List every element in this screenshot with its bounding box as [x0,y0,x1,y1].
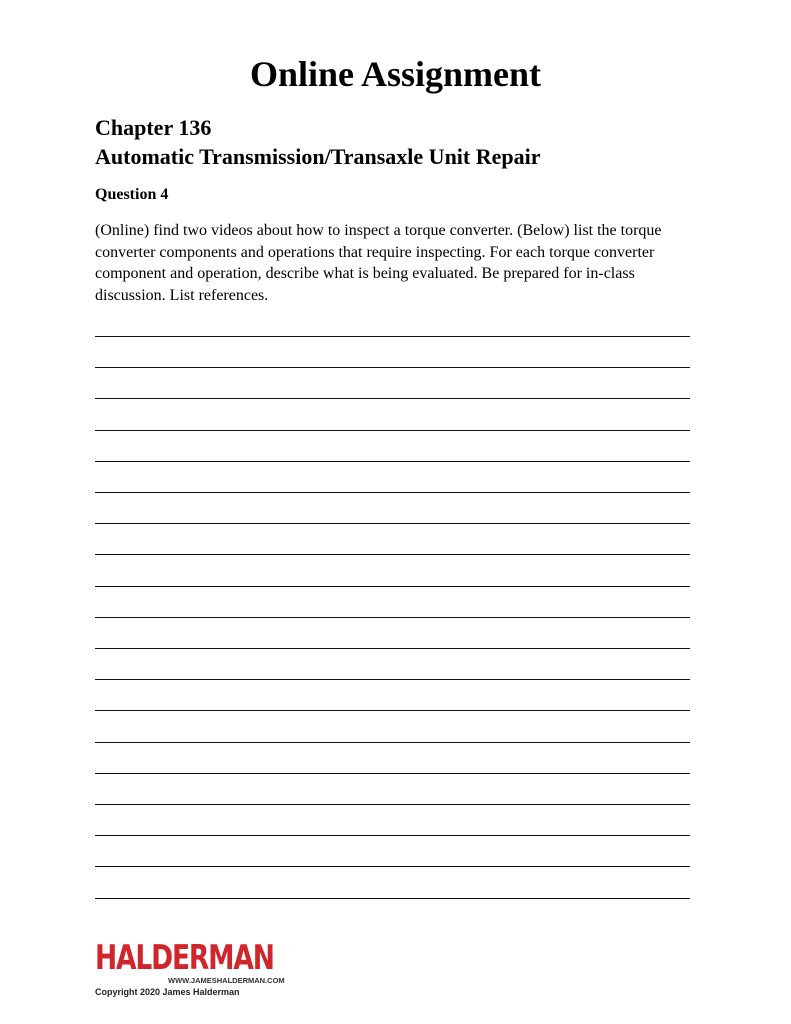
answer-line [95,336,690,337]
answer-line [95,835,690,836]
answer-line [95,679,690,680]
logo-url: WWW.JAMESHALDERMAN.COM [168,976,285,985]
answer-line [95,586,690,587]
chapter-title: Automatic Transmission/Transaxle Unit Repair [95,144,541,169]
question-text: (Online) find two videos about how to inspect a torque converter. (Below) list the torque converter components and operations that require inspecting. For each torque converter component and operation, describe what is being evaluated. Be prepared for in-class discussion. List references. [95,222,662,304]
answer-line [95,773,690,774]
answer-line [95,398,690,399]
answer-line [95,710,690,711]
answer-line [95,804,690,805]
answer-line [95,430,690,431]
answer-line [95,742,690,743]
answer-line [95,617,690,618]
halderman-logo [95,938,285,985]
answer-line [95,461,690,462]
page-title: Online Assignment [249,54,542,94]
answer-line [95,898,690,899]
answer-line [95,866,690,867]
chapter-number: Chapter 136 [95,115,212,140]
copyright-notice: Copyright 2020 James Halderman [95,987,240,997]
answer-line [95,523,690,524]
answer-line [95,554,690,555]
answer-line [95,648,690,649]
answer-line [95,367,690,368]
question-label: Question 4 [95,186,169,203]
logo-wordmark: HALDERMAN [95,938,274,978]
answer-line [95,492,690,493]
